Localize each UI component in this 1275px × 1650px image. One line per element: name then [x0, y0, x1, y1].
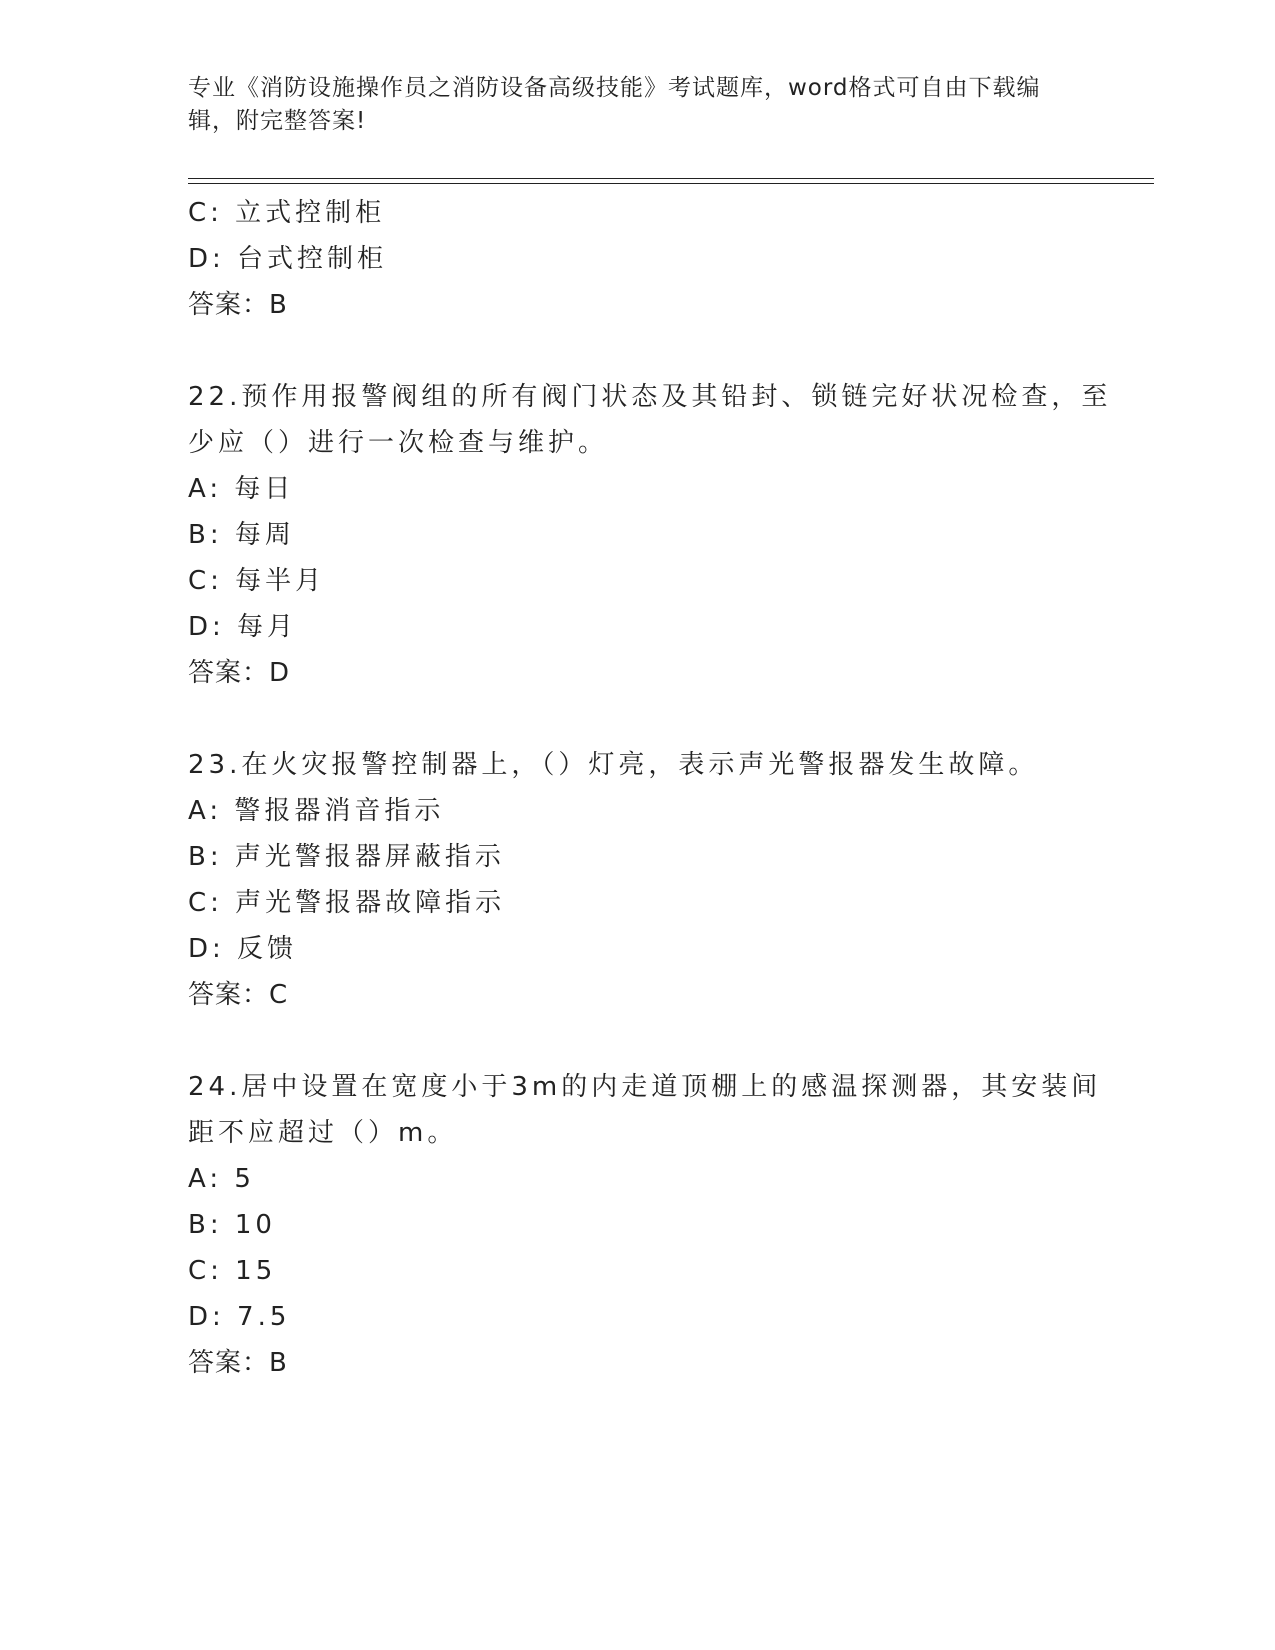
answer-line: 答案：D	[188, 658, 291, 688]
option-c: C: 15	[188, 1256, 277, 1286]
option-b: B: 10	[188, 1210, 276, 1240]
question-block-23	[188, 742, 1088, 1018]
document-header	[188, 72, 1068, 138]
header-line-2: 辑，附完整答案!	[188, 108, 367, 134]
question-text-line-2: 距不应超过（）m。	[188, 1118, 458, 1148]
option-a: A: 每日	[188, 474, 295, 504]
option-d: D: 7.5	[188, 1302, 291, 1332]
option-d: D: 台式控制柜	[188, 244, 388, 274]
header-line-1: 专业《消防设施操作员之消防设备高级技能》考试题库，word格式可自由下载编	[188, 75, 1041, 101]
option-b: B: 每周	[188, 520, 295, 550]
option-a: A: 5	[188, 1164, 255, 1194]
option-b: B: 声光警报器屏蔽指示	[188, 842, 505, 872]
question-text-line-1: 24.居中设置在宽度小于3m的内走道顶棚上的感温探测器，其安装间	[188, 1072, 1102, 1102]
question-text-line-1: 22.预作用报警阀组的所有阀门状态及其铅封、锁链完好状况检查，至	[188, 382, 1112, 412]
header-divider-top	[188, 178, 1154, 179]
header-divider-bottom	[188, 183, 1154, 184]
option-d: D: 反馈	[188, 934, 298, 964]
option-c: C: 声光警报器故障指示	[188, 888, 506, 918]
question-list	[188, 190, 1112, 1386]
option-c: C: 每半月	[188, 566, 326, 596]
question-block-prev	[188, 190, 1088, 328]
question-block-24	[188, 1064, 1102, 1386]
answer-line: 答案：B	[188, 1348, 288, 1378]
option-c: C: 立式控制柜	[188, 198, 386, 228]
option-a: A: 警报器消音指示	[188, 796, 445, 826]
spacer	[188, 1018, 1088, 1064]
answer-line: 答案：C	[188, 980, 289, 1010]
spacer	[188, 696, 1088, 742]
question-text-line-2: 少应（）进行一次检查与维护。	[188, 428, 609, 458]
question-text-line-1: 23.在火灾报警控制器上，（）灯亮，表示声光警报器发生故障。	[188, 750, 1039, 780]
answer-line: 答案：B	[188, 290, 288, 320]
question-block-22	[188, 374, 1112, 696]
spacer	[188, 328, 1088, 374]
option-d: D: 每月	[188, 612, 298, 642]
